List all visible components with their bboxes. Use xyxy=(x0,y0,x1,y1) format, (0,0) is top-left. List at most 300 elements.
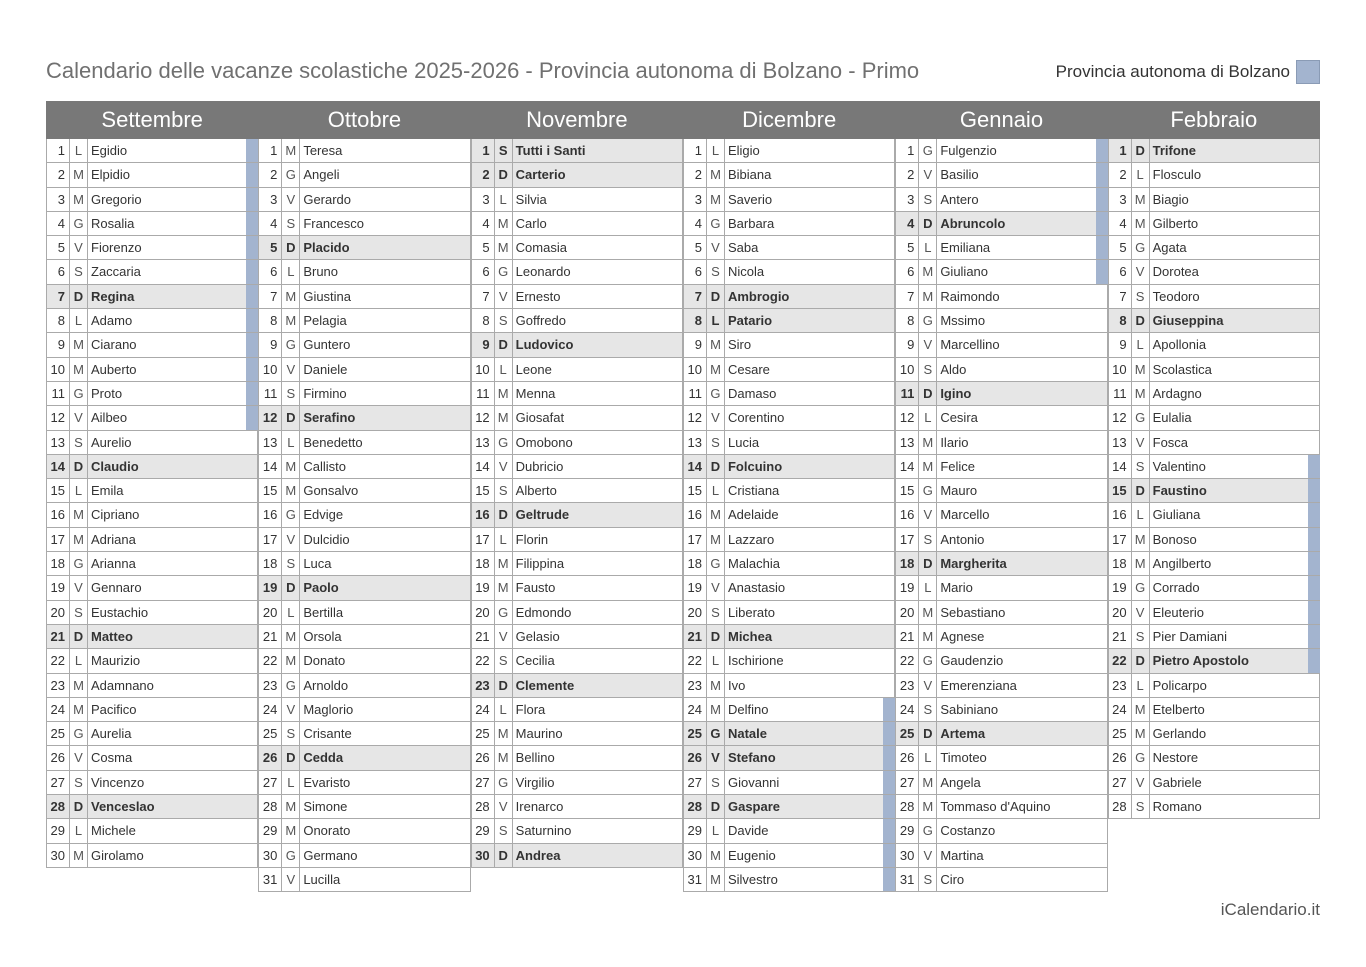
brand-footer[interactable]: iCalendario.it xyxy=(1220,900,1320,919)
day-number: 26 xyxy=(471,746,495,769)
day-number: 19 xyxy=(1108,576,1132,599)
saint-name: Romano xyxy=(1150,795,1320,818)
day-number: 21 xyxy=(258,625,282,648)
day-number: 20 xyxy=(471,601,495,624)
saint-name: Dubricio xyxy=(513,455,683,478)
day-of-week: M xyxy=(1132,722,1150,745)
saint-name: Silvia xyxy=(513,188,683,211)
day-row xyxy=(46,479,258,503)
day-of-week: V xyxy=(919,163,937,186)
day-of-week: M xyxy=(919,795,937,818)
day-number: 23 xyxy=(46,674,70,697)
day-of-week: M xyxy=(282,309,300,332)
day-of-week: D xyxy=(70,455,88,478)
day-number: 29 xyxy=(895,819,919,842)
day-number: 28 xyxy=(46,795,70,818)
day-number: 1 xyxy=(683,139,707,162)
saint-name: Silvestro xyxy=(725,868,895,891)
saint-name: Gelasio xyxy=(513,625,683,648)
day-of-week: G xyxy=(707,382,725,405)
saint-name: Gilberto xyxy=(1150,212,1320,235)
day-of-week: D xyxy=(1132,309,1150,332)
day-number: 14 xyxy=(895,455,919,478)
day-row xyxy=(471,212,683,236)
day-of-week: S xyxy=(1132,795,1150,818)
saint-name: Corrado xyxy=(1150,576,1320,599)
saint-name: Antonio xyxy=(937,528,1107,551)
saint-name: Mssimo xyxy=(937,309,1107,332)
day-number: 19 xyxy=(258,576,282,599)
saint-name: Lazzaro xyxy=(725,528,895,551)
saint-name: Adriana xyxy=(88,528,258,551)
day-of-week: D xyxy=(282,576,300,599)
day-row xyxy=(1108,285,1320,309)
day-number: 9 xyxy=(46,333,70,356)
day-of-week: V xyxy=(1132,260,1150,283)
day-of-week: S xyxy=(707,601,725,624)
day-of-week: M xyxy=(495,576,513,599)
day-row xyxy=(895,552,1107,576)
day-of-week: V xyxy=(919,674,937,697)
day-of-week: S xyxy=(1132,455,1150,478)
day-of-week: S xyxy=(919,868,937,891)
day-of-week: D xyxy=(919,552,937,575)
day-row xyxy=(895,844,1107,868)
month-header: Novembre xyxy=(471,101,683,139)
saint-name: Etelberto xyxy=(1150,698,1320,721)
saint-name: Simone xyxy=(300,795,470,818)
day-number: 16 xyxy=(895,503,919,526)
day-row xyxy=(895,528,1107,552)
day-row xyxy=(46,528,258,552)
day-number: 20 xyxy=(46,601,70,624)
saint-name: Adamnano xyxy=(88,674,258,697)
saint-name: Paolo xyxy=(300,576,470,599)
day-of-week: L xyxy=(707,309,725,332)
saint-name: Angeli xyxy=(300,163,470,186)
day-of-week: L xyxy=(1132,503,1150,526)
day-row xyxy=(1108,625,1320,649)
day-row xyxy=(258,625,470,649)
month-header: Febbraio xyxy=(1108,101,1320,139)
saint-name: Donato xyxy=(300,649,470,672)
day-of-week: M xyxy=(70,188,88,211)
day-number: 3 xyxy=(683,188,707,211)
day-row xyxy=(895,795,1107,819)
day-of-week: S xyxy=(707,771,725,794)
day-number: 10 xyxy=(258,358,282,381)
day-of-week: M xyxy=(1132,382,1150,405)
day-of-week: M xyxy=(282,139,300,162)
day-of-week: V xyxy=(1132,431,1150,454)
day-of-week: D xyxy=(1132,649,1150,672)
day-of-week: V xyxy=(282,188,300,211)
day-row xyxy=(46,819,258,843)
day-number: 17 xyxy=(895,528,919,551)
saint-name: Leone xyxy=(513,358,683,381)
day-row xyxy=(1108,188,1320,212)
day-row xyxy=(1108,309,1320,333)
day-row xyxy=(471,309,683,333)
day-number: 4 xyxy=(258,212,282,235)
day-of-week: V xyxy=(919,333,937,356)
day-of-week: M xyxy=(1132,552,1150,575)
day-number: 2 xyxy=(1108,163,1132,186)
saint-name: Malachia xyxy=(725,552,895,575)
saint-name: Tommaso d'Aquino xyxy=(937,795,1107,818)
day-row xyxy=(895,819,1107,843)
saint-name: Timoteo xyxy=(937,746,1107,769)
day-row xyxy=(895,479,1107,503)
day-of-week: V xyxy=(919,503,937,526)
day-number: 4 xyxy=(895,212,919,235)
day-number: 22 xyxy=(895,649,919,672)
month-ottobre xyxy=(258,101,470,892)
day-number: 16 xyxy=(258,503,282,526)
day-row xyxy=(258,188,470,212)
day-row xyxy=(683,576,895,600)
day-of-week: L xyxy=(495,358,513,381)
day-number: 5 xyxy=(258,236,282,259)
day-row xyxy=(46,163,258,187)
saint-name: Eugenio xyxy=(725,844,895,867)
saint-name: Marcello xyxy=(937,503,1107,526)
saint-name: Arnoldo xyxy=(300,674,470,697)
day-row xyxy=(471,601,683,625)
saint-name: Maglorio xyxy=(300,698,470,721)
day-of-week: S xyxy=(495,139,513,162)
day-row xyxy=(683,382,895,406)
day-of-week: M xyxy=(919,285,937,308)
day-row xyxy=(683,528,895,552)
saint-name: Flora xyxy=(513,698,683,721)
saint-name: Alberto xyxy=(513,479,683,502)
day-number: 24 xyxy=(471,698,495,721)
saint-name: Eleuterio xyxy=(1150,601,1320,624)
day-number: 7 xyxy=(471,285,495,308)
day-number: 18 xyxy=(895,552,919,575)
day-of-week: V xyxy=(282,868,300,891)
day-row xyxy=(471,844,683,868)
day-of-week: V xyxy=(495,625,513,648)
day-number: 25 xyxy=(683,722,707,745)
saint-name: Adelaide xyxy=(725,503,895,526)
day-number: 13 xyxy=(683,431,707,454)
day-of-week: G xyxy=(1132,406,1150,429)
saint-name: Costanzo xyxy=(937,819,1107,842)
day-row xyxy=(683,771,895,795)
day-of-week: V xyxy=(70,746,88,769)
day-row xyxy=(683,212,895,236)
day-row xyxy=(471,358,683,382)
day-of-week: V xyxy=(707,406,725,429)
day-row xyxy=(471,503,683,527)
day-number: 28 xyxy=(471,795,495,818)
saint-name: Giustina xyxy=(300,285,470,308)
day-number: 7 xyxy=(683,285,707,308)
day-row xyxy=(46,406,258,430)
day-of-week: G xyxy=(1132,746,1150,769)
day-number: 4 xyxy=(471,212,495,235)
day-number: 27 xyxy=(1108,771,1132,794)
day-of-week: G xyxy=(495,771,513,794)
day-row xyxy=(471,382,683,406)
day-number: 12 xyxy=(46,406,70,429)
day-of-week: S xyxy=(282,552,300,575)
saint-name: Nestore xyxy=(1150,746,1320,769)
day-of-week: V xyxy=(70,576,88,599)
day-number: 16 xyxy=(683,503,707,526)
day-number: 28 xyxy=(895,795,919,818)
saint-name: Comasia xyxy=(513,236,683,259)
day-row xyxy=(258,236,470,260)
day-row xyxy=(895,188,1107,212)
day-number: 26 xyxy=(683,746,707,769)
day-number: 1 xyxy=(1108,139,1132,162)
saint-name: Bruno xyxy=(300,260,470,283)
day-number: 11 xyxy=(471,382,495,405)
page-title: Calendario delle vacanze scolastiche 2025-2026 - Provincia autonoma di Bolzano - Primo xyxy=(46,58,920,83)
day-row xyxy=(895,722,1107,746)
day-number: 29 xyxy=(471,819,495,842)
day-of-week: G xyxy=(282,163,300,186)
saint-name: Giovanni xyxy=(725,771,895,794)
day-of-week: L xyxy=(707,139,725,162)
legend-swatch xyxy=(1296,60,1320,84)
day-row xyxy=(471,260,683,284)
day-row xyxy=(1108,649,1320,673)
saint-name: Saverio xyxy=(725,188,895,211)
day-of-week: L xyxy=(495,188,513,211)
day-number: 21 xyxy=(683,625,707,648)
day-of-week: G xyxy=(707,212,725,235)
day-row xyxy=(895,236,1107,260)
day-row xyxy=(258,163,470,187)
day-number: 18 xyxy=(46,552,70,575)
day-of-week: L xyxy=(495,698,513,721)
day-row xyxy=(683,868,895,892)
day-row xyxy=(1108,212,1320,236)
day-of-week: S xyxy=(70,601,88,624)
saint-name: Maurino xyxy=(513,722,683,745)
day-row xyxy=(471,746,683,770)
saint-name: Apollonia xyxy=(1150,333,1320,356)
day-row xyxy=(1108,358,1320,382)
day-number: 25 xyxy=(258,722,282,745)
day-row xyxy=(471,528,683,552)
day-row xyxy=(471,819,683,843)
saint-name: Onorato xyxy=(300,819,470,842)
saint-name: Adamo xyxy=(88,309,258,332)
day-row xyxy=(895,212,1107,236)
month-gennaio xyxy=(895,101,1107,892)
day-number: 20 xyxy=(895,601,919,624)
day-number: 4 xyxy=(683,212,707,235)
saint-name: Michele xyxy=(88,819,258,842)
saint-name: Clemente xyxy=(513,674,683,697)
day-of-week: M xyxy=(70,358,88,381)
day-row xyxy=(258,455,470,479)
day-of-week: M xyxy=(495,212,513,235)
day-row xyxy=(1108,746,1320,770)
day-of-week: L xyxy=(282,431,300,454)
day-of-week: D xyxy=(495,333,513,356)
day-row xyxy=(895,601,1107,625)
saint-name: Geltrude xyxy=(513,503,683,526)
day-number: 17 xyxy=(683,528,707,551)
saint-name: Lucilla xyxy=(300,868,470,891)
saint-name: Omobono xyxy=(513,431,683,454)
day-of-week: D xyxy=(70,285,88,308)
day-number: 10 xyxy=(683,358,707,381)
day-row xyxy=(895,455,1107,479)
day-number: 12 xyxy=(683,406,707,429)
saint-name: Pacifico xyxy=(88,698,258,721)
day-row xyxy=(46,771,258,795)
day-number: 16 xyxy=(471,503,495,526)
day-row xyxy=(258,479,470,503)
day-row xyxy=(683,236,895,260)
day-of-week: G xyxy=(70,212,88,235)
saint-name: Eulalia xyxy=(1150,406,1320,429)
day-of-week: M xyxy=(1132,212,1150,235)
day-of-week: G xyxy=(70,722,88,745)
day-of-week: S xyxy=(1132,625,1150,648)
day-number: 2 xyxy=(46,163,70,186)
day-row xyxy=(683,819,895,843)
saint-name: Giosafat xyxy=(513,406,683,429)
day-number: 20 xyxy=(683,601,707,624)
day-number: 30 xyxy=(471,844,495,867)
day-of-week: S xyxy=(495,479,513,502)
saint-name: Delfino xyxy=(725,698,895,721)
day-number: 10 xyxy=(471,358,495,381)
day-number: 11 xyxy=(895,382,919,405)
day-of-week: D xyxy=(919,722,937,745)
day-row xyxy=(471,771,683,795)
saint-name: Gregorio xyxy=(88,188,258,211)
day-row xyxy=(471,795,683,819)
day-of-week: D xyxy=(707,285,725,308)
saint-name: Irenarco xyxy=(513,795,683,818)
saint-name: Biagio xyxy=(1150,188,1320,211)
saint-name: Ivo xyxy=(725,674,895,697)
day-row xyxy=(471,333,683,357)
day-number: 22 xyxy=(258,649,282,672)
day-row xyxy=(1108,601,1320,625)
saint-name: Scolastica xyxy=(1150,358,1320,381)
saint-name: Guntero xyxy=(300,333,470,356)
saint-name: Martina xyxy=(937,844,1107,867)
day-of-week: L xyxy=(282,771,300,794)
day-number: 22 xyxy=(683,649,707,672)
day-row xyxy=(895,674,1107,698)
day-number: 21 xyxy=(1108,625,1132,648)
day-row xyxy=(471,479,683,503)
day-row xyxy=(683,844,895,868)
day-row xyxy=(46,674,258,698)
saint-name: Crisante xyxy=(300,722,470,745)
day-number: 22 xyxy=(46,649,70,672)
day-of-week: V xyxy=(70,406,88,429)
saint-name: Proto xyxy=(88,382,258,405)
saint-name: Regina xyxy=(88,285,258,308)
saint-name: Eligio xyxy=(725,139,895,162)
day-of-week: L xyxy=(282,601,300,624)
day-number: 15 xyxy=(258,479,282,502)
day-of-week: M xyxy=(282,795,300,818)
day-of-week: M xyxy=(707,674,725,697)
day-number: 24 xyxy=(1108,698,1132,721)
saint-name: Pelagia xyxy=(300,309,470,332)
day-row xyxy=(683,722,895,746)
saint-name: Germano xyxy=(300,844,470,867)
saint-name: Arianna xyxy=(88,552,258,575)
day-number: 15 xyxy=(683,479,707,502)
day-number: 14 xyxy=(683,455,707,478)
day-row xyxy=(258,552,470,576)
saint-name: Natale xyxy=(725,722,895,745)
saint-name: Placido xyxy=(300,236,470,259)
day-row xyxy=(258,649,470,673)
day-number: 2 xyxy=(683,163,707,186)
saint-name: Goffredo xyxy=(513,309,683,332)
day-of-week: M xyxy=(1132,358,1150,381)
day-of-week: L xyxy=(919,746,937,769)
day-row xyxy=(1108,139,1320,163)
saint-name: Virgilio xyxy=(513,771,683,794)
day-of-week: V xyxy=(495,795,513,818)
saint-name: Damaso xyxy=(725,382,895,405)
day-row xyxy=(258,674,470,698)
day-number: 29 xyxy=(46,819,70,842)
day-of-week: G xyxy=(495,431,513,454)
saint-name: Ilario xyxy=(937,431,1107,454)
day-of-week: D xyxy=(70,795,88,818)
day-row xyxy=(683,698,895,722)
day-of-week: G xyxy=(707,722,725,745)
day-of-week: S xyxy=(919,698,937,721)
day-number: 5 xyxy=(895,236,919,259)
day-number: 11 xyxy=(46,382,70,405)
day-number: 22 xyxy=(471,649,495,672)
day-of-week: M xyxy=(282,819,300,842)
day-row xyxy=(258,260,470,284)
day-number: 11 xyxy=(683,382,707,405)
day-row xyxy=(895,868,1107,892)
day-number: 23 xyxy=(683,674,707,697)
day-row xyxy=(258,285,470,309)
day-number: 2 xyxy=(258,163,282,186)
day-number: 5 xyxy=(1108,236,1132,259)
saint-name: Giuliana xyxy=(1150,503,1320,526)
day-number: 29 xyxy=(258,819,282,842)
day-number: 28 xyxy=(683,795,707,818)
day-of-week: M xyxy=(70,333,88,356)
day-of-week: L xyxy=(1132,333,1150,356)
day-row xyxy=(683,625,895,649)
day-number: 29 xyxy=(683,819,707,842)
day-row xyxy=(1108,431,1320,455)
day-number: 27 xyxy=(258,771,282,794)
day-row xyxy=(471,285,683,309)
saint-name: Trifone xyxy=(1150,139,1320,162)
day-row xyxy=(258,406,470,430)
day-number: 28 xyxy=(258,795,282,818)
day-of-week: G xyxy=(282,333,300,356)
day-number: 10 xyxy=(895,358,919,381)
saint-name: Gonsalvo xyxy=(300,479,470,502)
